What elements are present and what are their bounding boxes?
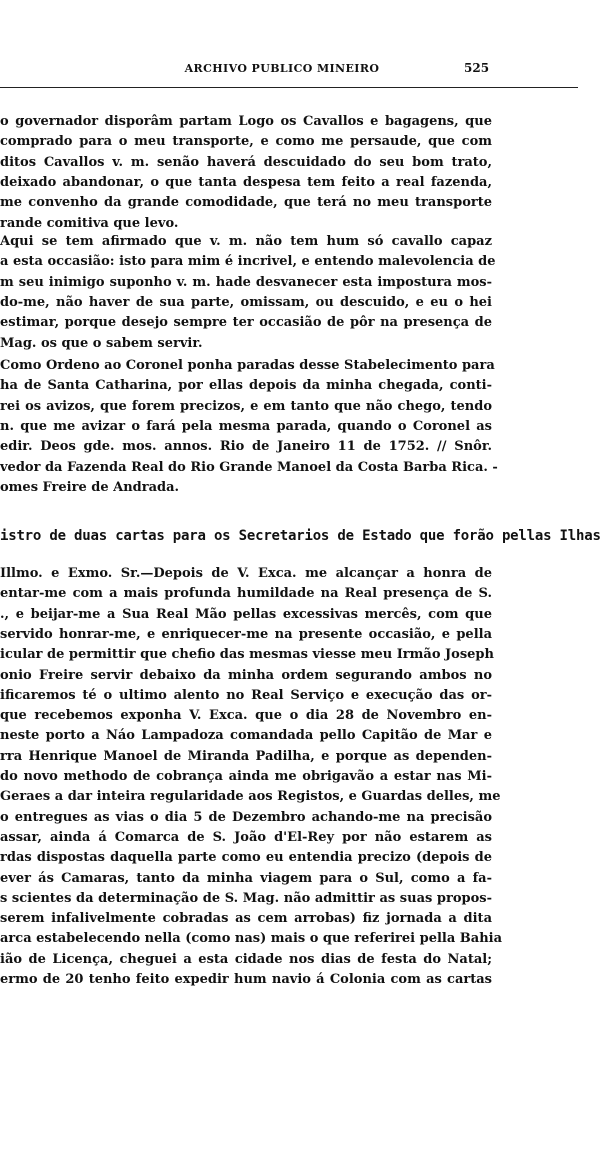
text-line: entar-me com a mais profunda humildade na Real presença de S. bbox=[0, 586, 492, 602]
text-line: omes Freire de Andrada. bbox=[0, 479, 180, 495]
section-heading: istro de duas cartas para os Secretarios de Estado que forão pellas Ilhas bbox=[0, 528, 601, 544]
text-line: ha de Santa Catharina, por ellas depois da minha chegada, conti- bbox=[0, 378, 492, 394]
text-line: ificaremos té o ultimo alento no Real Serviço e execução das or- bbox=[0, 687, 492, 703]
text-line: s scientes da determinação de S. Mag. não admittir as suas propos- bbox=[0, 890, 492, 906]
text-line: onio Freire servir debaixo da minha ordem segurando ambos no bbox=[0, 667, 492, 683]
text-line: o entregues as vias o dia 5 de Dezembro achando-me na precisão bbox=[0, 809, 492, 825]
text-line: o governador disporâm partam Logo os Cavallos e bagagens, que bbox=[0, 114, 492, 129]
running-header bbox=[0, 62, 608, 82]
text-line: ever ás Camaras, tanto da minha viagem para o Sul, como a fa- bbox=[0, 870, 492, 886]
header-title: ARCHIVO PUBLICO MINEIRO bbox=[184, 62, 380, 75]
text-line: ermo de 20 tenho feito expedir hum navio á Colonia com as cartas bbox=[0, 972, 492, 987]
text-line: Como Ordeno ao Coronel ponha paradas desse Stabelecimento para bbox=[0, 358, 495, 373]
text-line: rra Henrique Manoel de Miranda Padilha, e porque as dependen- bbox=[0, 748, 492, 764]
text-line: vedor da Fazenda Real do Rio Grande Manoel da Costa Barba Rica. - bbox=[0, 459, 498, 475]
header-rule bbox=[0, 87, 578, 88]
page-number: 525 bbox=[464, 61, 490, 75]
text-line: servido honrar-me, e enriquecer-me na presente occasião, e pella bbox=[0, 626, 492, 642]
text-line: estimar, porque desejo sempre ter occasião de pôr na presença de bbox=[0, 315, 492, 331]
text-line: comprado para o meu transporte, e como me persaude, que com bbox=[0, 134, 492, 150]
text-line: do novo methodo de cobrança ainda me obrigavão a estar nas Mi- bbox=[0, 769, 492, 784]
text-line: a esta occasião: isto para mim é incrivel, e entendo malevolencia de bbox=[0, 254, 496, 270]
text-line: edir. Deos gde. mos. annos. Rio de Janeiro 11 de 1752. // Snôr. bbox=[0, 439, 492, 455]
text-line: neste porto a Náo Lampadoza comandada pello Capitão de Mar e bbox=[0, 728, 492, 744]
text-line: rande comitiva que levo. bbox=[0, 215, 179, 231]
text-line: me convenho da grande comodidade, que terá no meu transporte bbox=[0, 195, 492, 211]
text-line: rdas dispostas daquella parte como eu entendia precizo (depois de bbox=[0, 850, 492, 866]
text-line: Mag. os que o sabem servir. bbox=[0, 335, 203, 351]
text-line: do-me, não haver de sua parte, omissam, ou descuido, e eu o hei bbox=[0, 294, 492, 310]
text-line: assar, ainda á Comarca de S. João d'El-Rey por não estarem as bbox=[0, 829, 492, 845]
text-line: Illmo. e Exmo. Sr.—Depois de V. Exca. me alcançar a honra de bbox=[0, 566, 492, 581]
text-line: icular de permittir que chefio das mesmas viesse meu Irmão Joseph bbox=[0, 647, 494, 663]
text-line: arca estabelecendo nella (como nas) mais o que referirei pella Bahia bbox=[0, 931, 503, 947]
text-line: Aqui se tem afirmado que v. m. não tem hum só cavallo capaz bbox=[0, 234, 492, 249]
text-line: serem infalivelmente cobradas as cem arrobas) fiz jornada a dita bbox=[0, 911, 492, 927]
text-line: deixado abandonar, o que tanta despesa tem feito a real fazenda, bbox=[0, 174, 492, 190]
text-line: que recebemos exponha V. Exca. que o dia 28 de Novembro en- bbox=[0, 708, 492, 724]
text-line: m seu inimigo suponho v. m. hade desvanecer esta impostura mos- bbox=[0, 274, 492, 290]
text-line: ditos Cavallos v. m. senão haverá descuidado do seu bom trato, bbox=[0, 154, 492, 170]
text-line: n. que me avizar o fará pela mesma parada, quando o Coronel as bbox=[0, 418, 492, 434]
text-line: Geraes a dar inteira regularidade aos Registos, e Guardas delles, me bbox=[0, 789, 501, 805]
text-line: ., e beijar-me a Sua Real Mão pellas excessivas mercês, com que bbox=[0, 606, 492, 622]
text-line: ião de Licença, cheguei a esta cidade nos dias de festa do Natal; bbox=[0, 951, 492, 967]
text-line: rei os avizos, que forem precizos, e em tanto que não chego, tendo bbox=[0, 398, 492, 414]
